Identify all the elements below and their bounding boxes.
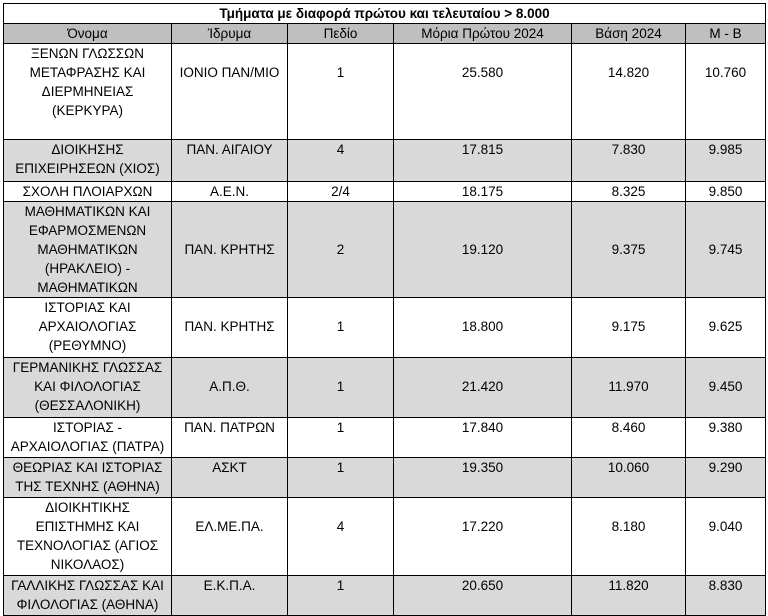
table-row [4, 458, 766, 498]
cell-base: 8.325 [572, 182, 686, 202]
cell-base: 11.970 [572, 358, 686, 418]
cell-field: 2 [288, 202, 394, 298]
cell-name: ΙΣΤΟΡΙΑΣ - ΑΡΧΑΙΟΛΟΓΙΑΣ (ΠΑΤΡΑ) [4, 418, 172, 458]
departments-table [3, 3, 766, 616]
table-title: Τμήματα με διαφορά πρώτου και τελευταίου > 8.000 [4, 4, 766, 24]
cell-institution: ΑΣΚΤ [172, 458, 288, 498]
cell-difference: 9.625 [686, 298, 766, 358]
cell-difference: 9.850 [686, 182, 766, 202]
column-header-name: Όνομα [4, 24, 172, 44]
table-row [4, 358, 766, 418]
cell-institution: ΠΑΝ. ΚΡΗΤΗΣ [172, 202, 288, 298]
cell-institution: ΠΑΝ. ΑΙΓΑΙΟΥ [172, 140, 288, 182]
cell-first-score: 19.120 [394, 202, 572, 298]
cell-base: 10.060 [572, 458, 686, 498]
cell-base: 8.180 [572, 498, 686, 576]
cell-difference: 8.830 [686, 576, 766, 616]
cell-field: 4 [288, 140, 394, 182]
table-row [4, 418, 766, 458]
cell-base: 9.375 [572, 202, 686, 298]
cell-name: ΞΕΝΩΝ ΓΛΩΣΣΩΝ ΜΕΤΑΦΡΑΣΗΣ ΚΑΙ ΔΙΕΡΜΗΝΕΙΑΣ (ΚΕΡΚΥΡΑ) [4, 44, 172, 140]
cell-base: 8.460 [572, 418, 686, 458]
cell-first-score: 17.840 [394, 418, 572, 458]
cell-field: 1 [288, 44, 394, 140]
cell-first-score: 18.800 [394, 298, 572, 358]
cell-field: 2/4 [288, 182, 394, 202]
cell-field: 1 [288, 418, 394, 458]
cell-institution: ΙΟΝΙΟ ΠΑΝ/ΜΙΟ [172, 44, 288, 140]
cell-difference: 9.290 [686, 458, 766, 498]
cell-difference: 10.760 [686, 44, 766, 140]
cell-institution: ΕΛ.ΜΕ.ΠΑ. [172, 498, 288, 576]
column-header-difference: Μ - Β [686, 24, 766, 44]
cell-difference: 9.380 [686, 418, 766, 458]
cell-base: 7.830 [572, 140, 686, 182]
cell-difference: 9.040 [686, 498, 766, 576]
cell-field: 1 [288, 298, 394, 358]
cell-name: ΓΑΛΛΙΚΗΣ ΓΛΩΣΣΑΣ ΚΑΙ ΦΙΛΟΛΟΓΙΑΣ (ΑΘΗΝΑ) [4, 576, 172, 616]
cell-base: 9.175 [572, 298, 686, 358]
table-row [4, 202, 766, 298]
table-row [4, 498, 766, 576]
table-row [4, 44, 766, 140]
cell-first-score: 20.650 [394, 576, 572, 616]
cell-name: ΙΣΤΟΡΙΑΣ ΚΑΙ ΑΡΧΑΙΟΛΟΓΙΑΣ (ΡΕΘΥΜΝΟ) [4, 298, 172, 358]
cell-name: ΘΕΩΡΙΑΣ ΚΑΙ ΙΣΤΟΡΙΑΣ ΤΗΣ ΤΕΧΝΗΣ (ΑΘΗΝΑ) [4, 458, 172, 498]
cell-field: 1 [288, 358, 394, 418]
cell-first-score: 17.815 [394, 140, 572, 182]
cell-field: 4 [288, 498, 394, 576]
cell-first-score: 19.350 [394, 458, 572, 498]
cell-base: 11.820 [572, 576, 686, 616]
column-header-institution: Ίδρυμα [172, 24, 288, 44]
table-row [4, 182, 766, 202]
cell-institution: Ε.Κ.Π.Α. [172, 576, 288, 616]
cell-name: ΣΧΟΛΗ ΠΛΟΙΑΡΧΩΝ [4, 182, 172, 202]
cell-first-score: 17.220 [394, 498, 572, 576]
cell-difference: 9.450 [686, 358, 766, 418]
column-header-field: Πεδίο [288, 24, 394, 44]
cell-difference: 9.985 [686, 140, 766, 182]
cell-base: 14.820 [572, 44, 686, 140]
cell-difference: 9.745 [686, 202, 766, 298]
cell-first-score: 18.175 [394, 182, 572, 202]
cell-field: 1 [288, 576, 394, 616]
cell-name: ΔΙΟΙΚΗΤΙΚΗΣ ΕΠΙΣΤΗΜΗΣ ΚΑΙ ΤΕΧΝΟΛΟΓΙΑΣ (ΑΓΙΟΣ ΝΙΚΟΛΑΟΣ) [4, 498, 172, 576]
table-row [4, 140, 766, 182]
cell-field: 1 [288, 458, 394, 498]
column-header-first-score: Μόρια Πρώτου 2024 [394, 24, 572, 44]
cell-name: ΔΙΟΙΚΗΣΗΣ ΕΠΙΧΕΙΡΗΣΕΩΝ (ΧΙΟΣ) [4, 140, 172, 182]
cell-first-score: 21.420 [394, 358, 572, 418]
cell-name: ΜΑΘΗΜΑΤΙΚΩΝ ΚΑΙ ΕΦΑΡΜΟΣΜΕΝΩΝ ΜΑΘΗΜΑΤΙΚΩΝ (ΗΡΑΚΛΕΙΟ) - ΜΑΘΗΜΑΤΙΚΩΝ [4, 202, 172, 298]
table-row [4, 298, 766, 358]
cell-name: ΓΕΡΜΑΝΙΚΗΣ ΓΛΩΣΣΑΣ ΚΑΙ ΦΙΛΟΛΟΓΙΑΣ (ΘΕΣΣΑΛΟΝΙΚΗ) [4, 358, 172, 418]
column-header-base: Βάση 2024 [572, 24, 686, 44]
cell-institution: ΠΑΝ. ΠΑΤΡΩΝ [172, 418, 288, 458]
table-row [4, 576, 766, 616]
cell-institution: Α.Ε.Ν. [172, 182, 288, 202]
cell-institution: Α.Π.Θ. [172, 358, 288, 418]
cell-institution: ΠΑΝ. ΚΡΗΤΗΣ [172, 298, 288, 358]
cell-first-score: 25.580 [394, 44, 572, 140]
